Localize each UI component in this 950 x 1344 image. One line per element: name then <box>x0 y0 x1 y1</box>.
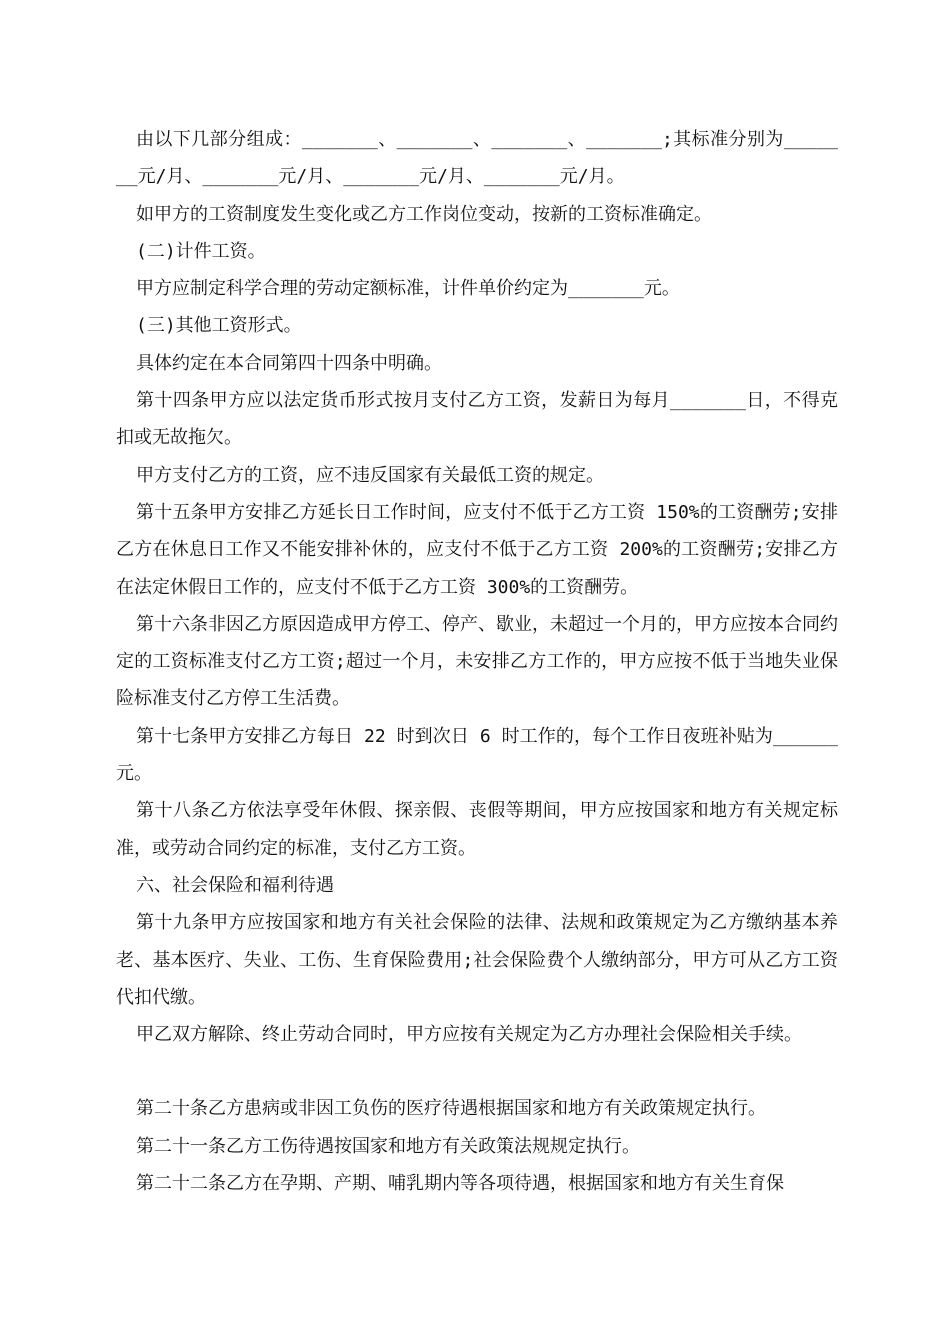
paragraph-article-21: 第二十一条乙方工伤待遇按国家和地方有关政策法规规定执行。 <box>136 1135 640 1157</box>
paragraph-article-19: 第十九条甲方应按国家和地方有关社会保险的法律、法规和政策规定为乙方缴纳基本养老、基本医疗、失业、工伤、生育保险费用;社会保险费个人缴纳部分，甲方可从乙方工资代扣代缴。 <box>116 912 838 1008</box>
paragraph-article-16: 第十六条非因乙方原因造成甲方停工、停产、歇业，未超过一个月的，甲方应按本合同约定的工资标准支付乙方工资;超过一个月，未安排乙方工作的，甲方应按不低于当地失业保险标准支付乙方停工生活费。 <box>116 613 838 710</box>
paragraph-piece-wage: 甲方应制定科学合理的劳动定额标准，计件单价约定为_______元。 <box>136 278 680 300</box>
section-heading-social-insurance: 六、社会保险和福利待遇 <box>136 874 334 896</box>
paragraph-wage-change: 如甲方的工资制度发生变化或乙方工作岗位变动，按新的工资标准确定。 <box>136 203 712 225</box>
paragraph-article-15: 第十五条甲方安排乙方延长日工作时间，应支付不低于乙方工资 150%的工资酬劳;安排乙方在休息日工作又不能安排补休的，应支付不低于乙方工资 200%的工资酬劳;安排乙方在法定休假日工作的，应支付不低于乙方工资 300%的工资酬劳。 <box>116 501 838 598</box>
paragraph-article-17: 第十七条甲方安排乙方每日 22 时到次日 6 时工作的，每个工作日夜班补贴为______元。 <box>116 725 838 785</box>
paragraph-article-22: 第二十二条乙方在孕期、产期、哺乳期内等各项待遇，根据国家和地方有关生育保 <box>136 1173 784 1195</box>
paragraph-article-14: 第十四条甲方应以法定货币形式按月支付乙方工资，发薪日为每月_______日，不得克扣或无故拖欠。 <box>116 390 838 449</box>
paragraph-other-wage-heading: (三)其他工资形式。 <box>136 315 302 337</box>
paragraph-spacer <box>116 1053 838 1090</box>
paragraph-piece-wage-heading: (二)计件工资。 <box>136 240 266 262</box>
paragraph-other-wage: 具体约定在本合同第四十四条中明确。 <box>136 352 442 374</box>
paragraph-minimum-wage: 甲方支付乙方的工资，应不违反国家有关最低工资的规定。 <box>136 464 604 486</box>
paragraph-wage-components: 由以下几部分组成：_______、_______、_______、_______;其标准分别为_______元/月、_______元/月、_______元/月、_______元/月。 <box>116 129 839 188</box>
paragraph-insurance-procedures: 甲乙双方解除、终止劳动合同时，甲方应按有关规定为乙方办理社会保险相关手续。 <box>136 1024 802 1046</box>
document-body <box>116 121 838 1202</box>
paragraph-article-20: 第二十条乙方患病或非因工负伤的医疗待遇根据国家和地方有关政策规定执行。 <box>136 1098 766 1120</box>
paragraph-article-18: 第十八条乙方依法享受年休假、探亲假、丧假等期间，甲方应按国家和地方有关规定标准，或劳动合同约定的标准，支付乙方工资。 <box>116 800 838 859</box>
